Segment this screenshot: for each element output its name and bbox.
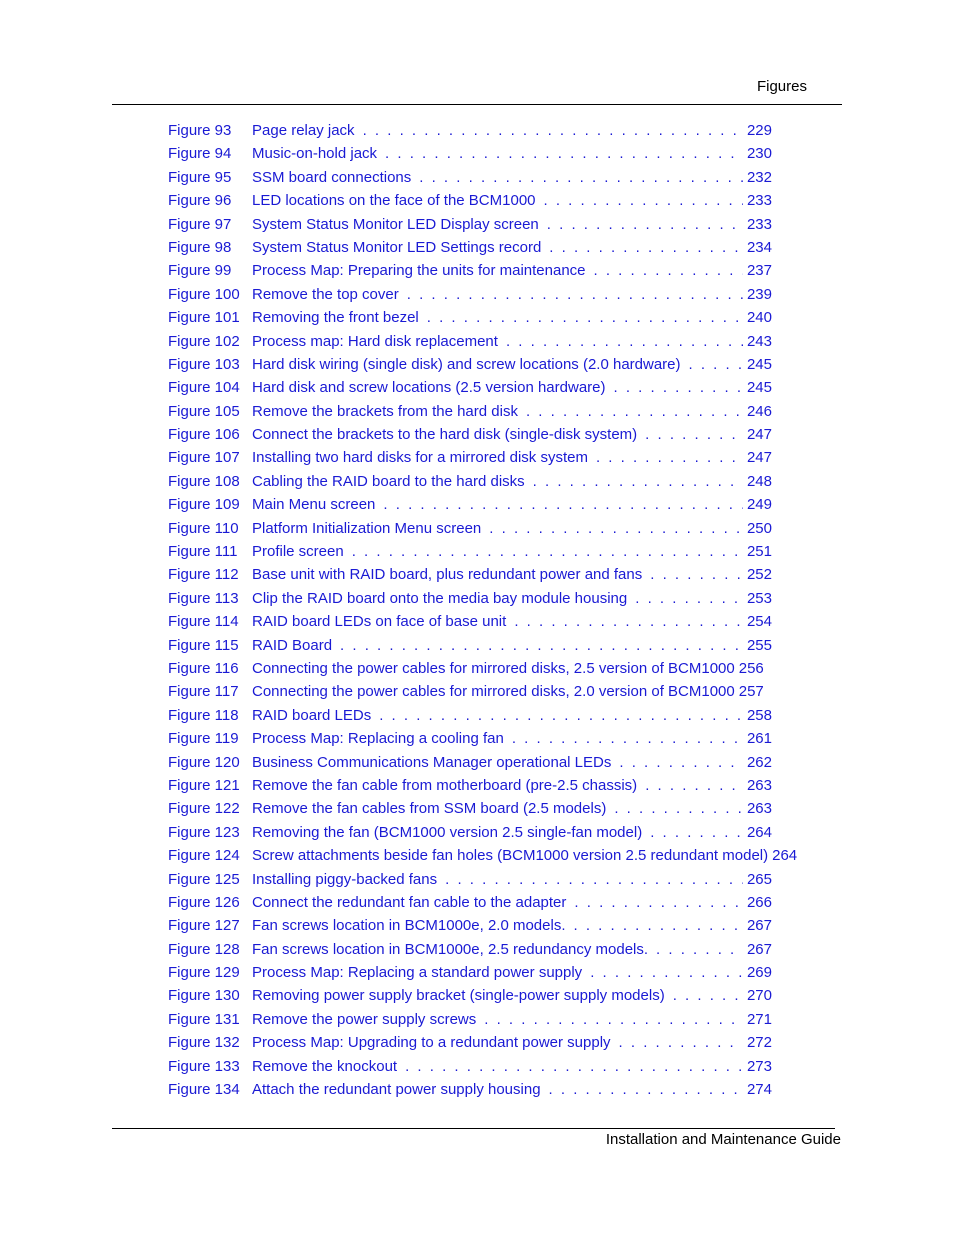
page-number[interactable]: 250: [746, 519, 772, 537]
figure-title[interactable]: Remove the brackets from the hard disk: [252, 402, 518, 420]
figure-entry-body[interactable]: [252, 1008, 772, 1031]
figure-title[interactable]: Process Map: Replacing a cooling fan: [252, 730, 504, 748]
figure-entry-body[interactable]: [252, 961, 772, 984]
dot-leader: [363, 119, 743, 142]
page-number[interactable]: 234: [746, 238, 772, 256]
page-number[interactable]: 274: [746, 1081, 772, 1099]
figure-entry[interactable]: [168, 821, 828, 844]
figure-title[interactable]: Remove the fan cables from SSM board (2.5 models): [252, 800, 607, 818]
figure-entry[interactable]: [168, 984, 828, 1007]
dot-leader: [673, 984, 743, 1007]
figure-number[interactable]: Figure 93: [168, 122, 232, 139]
figure-title[interactable]: Business Communications Manager operational LEDs: [252, 753, 612, 771]
figure-entry-body[interactable]: [252, 797, 772, 820]
figure-entry-body[interactable]: [252, 587, 772, 610]
figure-title[interactable]: Attach the redundant power supply housing: [252, 1081, 541, 1099]
page-number[interactable]: 256: [738, 659, 764, 677]
dot-leader: [645, 774, 743, 797]
dot-leader: [650, 821, 743, 844]
figure-entry-body[interactable]: [252, 751, 772, 774]
figure-title[interactable]: Process map: Hard disk replacement: [252, 332, 498, 350]
figure-entry[interactable]: [168, 189, 828, 212]
figure-entry[interactable]: [168, 680, 828, 703]
figure-number[interactable]: Figure 112: [168, 566, 239, 584]
figure-entry-body[interactable]: [252, 680, 764, 703]
figure-entry[interactable]: [168, 493, 828, 516]
figure-entry-body[interactable]: [252, 213, 772, 236]
dot-leader: [405, 1055, 743, 1078]
figure-number[interactable]: Figure 96: [168, 192, 232, 210]
page-number[interactable]: 272: [746, 1034, 772, 1052]
page-number[interactable]: 263: [746, 776, 772, 794]
dot-leader: [619, 1031, 743, 1054]
figure-title[interactable]: Installing piggy-backed fans: [252, 870, 438, 888]
figure-entry-body[interactable]: [252, 984, 772, 1007]
page-number[interactable]: 237: [746, 262, 772, 280]
figure-entry[interactable]: [168, 704, 828, 727]
figure-title[interactable]: Remove the knockout: [252, 1057, 398, 1075]
figure-entry-body[interactable]: [252, 1078, 772, 1101]
figure-entry-body[interactable]: [252, 774, 772, 797]
dot-leader: [419, 166, 743, 189]
figure-title[interactable]: Main Menu screen: [252, 496, 376, 514]
figure-title[interactable]: Connect the redundant fan cable to the adapter: [252, 893, 567, 911]
figure-number[interactable]: Figure 133: [168, 1057, 240, 1075]
figure-number[interactable]: Figure 117: [168, 683, 239, 701]
dot-leader: [407, 283, 743, 306]
figure-title[interactable]: SSM board connections: [252, 168, 412, 186]
figure-entry[interactable]: [168, 751, 828, 774]
figure-entry[interactable]: [168, 353, 828, 376]
dot-leader: [656, 938, 743, 961]
figure-list: [168, 119, 828, 1101]
figure-number[interactable]: Figure 118: [168, 706, 239, 724]
figure-number[interactable]: Figure 120: [168, 753, 240, 771]
figure-number[interactable]: Figure 132: [168, 1034, 240, 1052]
page-number[interactable]: 247: [746, 426, 772, 444]
figure-number[interactable]: Figure 101: [168, 309, 240, 327]
figure-entry-body[interactable]: [252, 119, 772, 142]
figure-number[interactable]: Figure 129: [168, 964, 240, 982]
footer-title: Installation and Maintenance Guide: [605, 1131, 841, 1148]
figure-title[interactable]: Profile screen: [252, 543, 344, 561]
figure-entry[interactable]: [168, 1078, 828, 1101]
figure-entry-body[interactable]: [252, 1031, 772, 1054]
page-number[interactable]: 265: [746, 870, 772, 888]
figure-number[interactable]: Figure 108: [168, 472, 240, 490]
dot-leader: [635, 587, 743, 610]
footer-rule: [112, 1128, 835, 1129]
figure-entry[interactable]: [168, 283, 828, 306]
figure-number[interactable]: Figure 113: [168, 589, 239, 607]
figure-title[interactable]: System Status Monitor LED Settings record: [252, 238, 542, 256]
figure-entry-body[interactable]: [252, 657, 764, 680]
dot-leader: [549, 236, 743, 259]
figure-number[interactable]: Figure 110: [168, 519, 239, 537]
page-number[interactable]: 267: [746, 917, 772, 935]
page-number[interactable]: 264: [772, 847, 798, 865]
figure-entry-body[interactable]: [252, 166, 772, 189]
figure-entry[interactable]: [168, 330, 828, 353]
dot-leader: [445, 868, 743, 891]
dot-leader: [427, 306, 743, 329]
page-number[interactable]: 266: [746, 893, 772, 911]
figure-title[interactable]: Removing the front bezel: [252, 309, 419, 327]
figure-number[interactable]: Figure 111: [168, 543, 238, 561]
figure-number[interactable]: Figure 130: [168, 987, 240, 1005]
dot-leader: [619, 751, 743, 774]
figure-number[interactable]: Figure 123: [168, 823, 240, 841]
figure-entry-body[interactable]: [252, 400, 772, 423]
figure-entry[interactable]: [168, 868, 828, 891]
figure-number[interactable]: Figure 116: [168, 659, 239, 677]
dot-leader: [506, 330, 743, 353]
figure-entry-body[interactable]: [252, 189, 772, 212]
figure-title[interactable]: Installing two hard disks for a mirrored disk system: [252, 449, 588, 467]
figure-entry[interactable]: [168, 1008, 828, 1031]
page-number[interactable]: 230: [746, 145, 772, 163]
figure-number[interactable]: Figure 102: [168, 332, 240, 350]
figure-entry[interactable]: [168, 540, 828, 563]
dot-leader: [379, 704, 743, 727]
page-number[interactable]: 243: [746, 332, 772, 350]
figure-entry[interactable]: [168, 142, 828, 165]
figure-entry[interactable]: [168, 400, 828, 423]
page-number[interactable]: 273: [746, 1057, 772, 1075]
figure-entry[interactable]: [168, 610, 828, 633]
figure-title[interactable]: Process Map: Upgrading to a redundant power supply: [252, 1034, 611, 1052]
figure-entry-body[interactable]: [252, 306, 772, 329]
page-number[interactable]: 262: [746, 753, 772, 771]
figure-number[interactable]: Figure 119: [168, 730, 239, 748]
figure-entry-body[interactable]: [252, 891, 772, 914]
figure-number[interactable]: Figure 127: [168, 917, 240, 935]
figure-entry-body[interactable]: [252, 446, 772, 469]
figure-title[interactable]: System Status Monitor LED Display screen: [252, 215, 539, 233]
figure-entry[interactable]: [168, 844, 828, 867]
dot-leader: [512, 727, 743, 750]
figure-number[interactable]: Figure 134: [168, 1081, 240, 1099]
figure-title[interactable]: Fan screws location in BCM1000e, 2.5 redundancy models.: [252, 940, 649, 958]
page-number[interactable]: 269: [746, 964, 772, 982]
dot-leader: [689, 353, 743, 376]
figure-entry-body[interactable]: [252, 727, 772, 750]
page-number[interactable]: 247: [746, 449, 772, 467]
figure-title[interactable]: Clip the RAID board onto the media bay module housing: [252, 589, 628, 607]
dot-leader: [514, 610, 743, 633]
page-number[interactable]: 240: [746, 309, 772, 327]
dot-leader: [590, 961, 743, 984]
figure-entry[interactable]: [168, 727, 828, 750]
page-number[interactable]: 233: [746, 215, 772, 233]
dot-leader: [596, 446, 743, 469]
dot-leader: [533, 470, 743, 493]
page-number[interactable]: 239: [746, 285, 772, 303]
figure-title[interactable]: Platform Initialization Menu screen: [252, 519, 482, 537]
figure-entry-body[interactable]: [252, 470, 772, 493]
figure-number[interactable]: Figure 97: [168, 215, 232, 233]
page-number[interactable]: 248: [746, 472, 772, 490]
figure-entry-body[interactable]: [252, 704, 772, 727]
figure-entry[interactable]: [168, 634, 828, 657]
figure-entry-body[interactable]: [252, 283, 772, 306]
figure-title[interactable]: Remove the power supply screws: [252, 1010, 477, 1028]
figure-entry-body[interactable]: [252, 938, 772, 961]
figure-entry-body[interactable]: [252, 634, 772, 657]
figure-title[interactable]: Removing power supply bracket (single-power supply models): [252, 987, 665, 1005]
page-number[interactable]: 232: [746, 168, 772, 186]
figure-number[interactable]: Figure 99: [168, 262, 232, 280]
dot-leader: [385, 142, 743, 165]
dot-leader: [383, 493, 743, 516]
figure-entry-body[interactable]: [252, 330, 772, 353]
figure-title[interactable]: Hard disk and screw locations (2.5 version hardware): [252, 379, 606, 397]
page-number[interactable]: 245: [746, 355, 772, 373]
figure-entry[interactable]: [168, 961, 828, 984]
dot-leader: [614, 376, 743, 399]
dot-leader: [547, 213, 743, 236]
page-number[interactable]: 254: [746, 613, 772, 631]
figure-entry[interactable]: [168, 587, 828, 610]
figure-entry[interactable]: [168, 891, 828, 914]
page-number[interactable]: 252: [746, 566, 772, 584]
figure-title[interactable]: LED locations on the face of the BCM1000: [252, 192, 536, 210]
dot-leader: [574, 891, 743, 914]
figure-number[interactable]: Figure 106: [168, 426, 240, 444]
figure-entry[interactable]: [168, 563, 828, 586]
figure-title[interactable]: Screw attachments beside fan holes (BCM1000 version 2.5 redundant model): [252, 847, 769, 865]
page-number[interactable]: 267: [746, 940, 772, 958]
page-number[interactable]: 233: [746, 192, 772, 210]
figure-number[interactable]: Figure 124: [168, 847, 240, 865]
figure-title[interactable]: RAID board LEDs on face of base unit: [252, 613, 507, 631]
figure-entry[interactable]: [168, 657, 828, 680]
figure-entry[interactable]: [168, 376, 828, 399]
figure-title[interactable]: Hard disk wiring (single disk) and screw locations (2.0 hardware): [252, 355, 681, 373]
figure-number[interactable]: Figure 126: [168, 893, 240, 911]
dot-leader: [526, 400, 743, 423]
page-number[interactable]: 257: [738, 683, 764, 701]
figure-number[interactable]: Figure 122: [168, 800, 240, 818]
dot-leader: [544, 189, 743, 212]
figure-number[interactable]: Figure 104: [168, 379, 240, 397]
dot-leader: [614, 797, 743, 820]
figure-entry[interactable]: [168, 166, 828, 189]
figure-title[interactable]: Process Map: Replacing a standard power supply: [252, 964, 583, 982]
figure-title[interactable]: Connecting the power cables for mirrored disks, 2.5 version of BCM1000: [252, 659, 735, 677]
figure-number[interactable]: Figure 128: [168, 940, 240, 958]
figure-number[interactable]: Figure 109: [168, 496, 240, 514]
figure-entry-body[interactable]: [252, 844, 797, 867]
dot-leader: [594, 259, 743, 282]
figure-entry-body[interactable]: [252, 517, 772, 540]
page-number[interactable]: 251: [746, 543, 772, 561]
figure-title[interactable]: Base unit with RAID board, plus redundant power and fans: [252, 566, 643, 584]
figure-entry[interactable]: [168, 517, 828, 540]
dot-leader: [650, 563, 743, 586]
figure-title[interactable]: Cabling the RAID board to the hard disks: [252, 472, 525, 490]
dot-leader: [484, 1008, 743, 1031]
figure-title[interactable]: Connecting the power cables for mirrored disks, 2.0 version of BCM1000: [252, 683, 735, 701]
figure-entry-body[interactable]: [252, 610, 772, 633]
page-number[interactable]: 246: [746, 402, 772, 420]
figure-entry-body[interactable]: [252, 493, 772, 516]
figure-number[interactable]: Figure 115: [168, 636, 239, 654]
figure-entry[interactable]: [168, 1055, 828, 1078]
page-number[interactable]: 271: [746, 1010, 772, 1028]
figure-entry-body[interactable]: [252, 821, 772, 844]
figure-entry-body[interactable]: [252, 423, 772, 446]
figure-entry-body[interactable]: [252, 1055, 772, 1078]
figure-entry-body[interactable]: [252, 914, 772, 937]
figure-entry-body[interactable]: [252, 236, 772, 259]
figure-entry[interactable]: [168, 423, 828, 446]
figure-entry-body[interactable]: [252, 868, 772, 891]
figure-entry[interactable]: [168, 797, 828, 820]
figure-entry[interactable]: [168, 446, 828, 469]
figure-entry-body[interactable]: [252, 540, 772, 563]
page-number[interactable]: 261: [746, 730, 772, 748]
figure-entry[interactable]: [168, 938, 828, 961]
figure-title[interactable]: Page relay jack: [252, 122, 355, 139]
figure-number[interactable]: Figure 98: [168, 238, 232, 256]
figure-entry[interactable]: [168, 470, 828, 493]
page-number[interactable]: 263: [746, 800, 772, 818]
dot-leader: [573, 914, 742, 937]
figure-number[interactable]: Figure 125: [168, 870, 240, 888]
page-number[interactable]: 255: [746, 636, 772, 654]
page-number[interactable]: 264: [746, 823, 772, 841]
figure-entry-body[interactable]: [252, 376, 772, 399]
figure-title[interactable]: Connect the brackets to the hard disk (single-disk system): [252, 426, 638, 444]
figure-entry[interactable]: [168, 119, 828, 142]
figure-number[interactable]: Figure 114: [168, 613, 239, 631]
page-number[interactable]: 253: [746, 589, 772, 607]
dot-leader: [352, 540, 743, 563]
figure-entry-body[interactable]: [252, 142, 772, 165]
figure-entry[interactable]: [168, 306, 828, 329]
dot-leader: [549, 1078, 743, 1101]
figure-title[interactable]: Music-on-hold jack: [252, 145, 378, 163]
figure-entry[interactable]: [168, 259, 828, 282]
figure-entry[interactable]: [168, 1031, 828, 1054]
page-number[interactable]: 245: [746, 379, 772, 397]
page-number[interactable]: 270: [746, 987, 772, 1005]
figure-entry-body[interactable]: [252, 563, 772, 586]
figure-number[interactable]: Figure 131: [168, 1010, 240, 1028]
figure-entry-body[interactable]: [252, 259, 772, 282]
figure-number[interactable]: Figure 103: [168, 355, 240, 373]
dot-leader: [489, 517, 743, 540]
figure-number[interactable]: Figure 105: [168, 402, 240, 420]
figure-title[interactable]: Removing the fan (BCM1000 version 2.5 single-fan model): [252, 823, 643, 841]
figure-entry[interactable]: [168, 774, 828, 797]
dot-leader: [645, 423, 743, 446]
figure-number[interactable]: Figure 95: [168, 168, 232, 186]
figure-title[interactable]: Remove the fan cable from motherboard (pre-2.5 chassis): [252, 776, 638, 794]
figure-entry[interactable]: [168, 213, 828, 236]
page-number[interactable]: 229: [746, 122, 772, 139]
figure-entry[interactable]: [168, 236, 828, 259]
figure-entry-body[interactable]: [252, 353, 772, 376]
figure-number[interactable]: Figure 100: [168, 285, 240, 303]
figure-title[interactable]: Process Map: Preparing the units for maintenance: [252, 262, 586, 280]
figure-number[interactable]: Figure 107: [168, 449, 240, 467]
dot-leader: [340, 634, 743, 657]
header-rule: [112, 104, 842, 105]
header-title: Figures: [756, 78, 807, 95]
figure-entry[interactable]: [168, 914, 828, 937]
page-number[interactable]: 249: [746, 496, 772, 514]
figure-title[interactable]: RAID Board: [252, 636, 333, 654]
figure-title[interactable]: RAID board LEDs: [252, 706, 372, 724]
figure-number[interactable]: Figure 121: [168, 776, 240, 794]
page-number[interactable]: 258: [746, 706, 772, 724]
figure-title[interactable]: Remove the top cover: [252, 285, 399, 303]
figure-number[interactable]: Figure 94: [168, 145, 232, 163]
figure-title[interactable]: Fan screws location in BCM1000e, 2.0 models.: [252, 917, 566, 935]
